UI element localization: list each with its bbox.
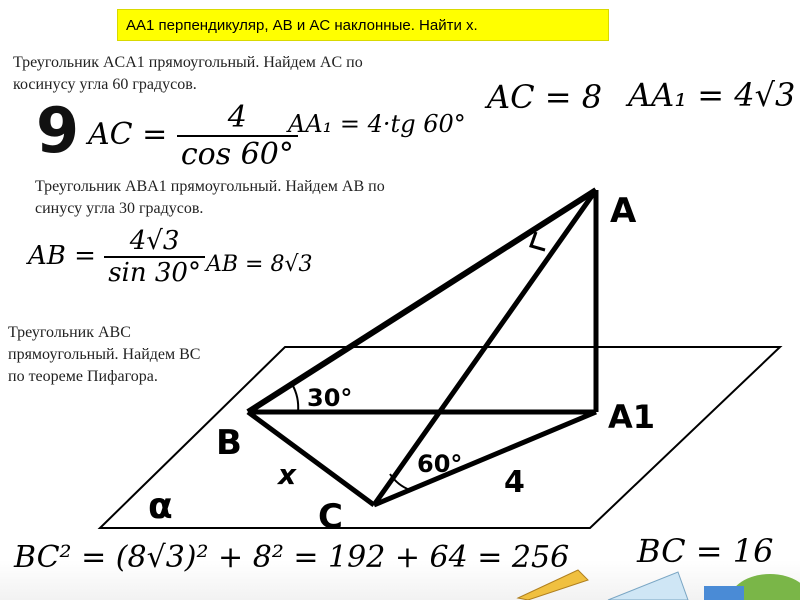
pencil-icon (518, 570, 588, 600)
formula-bc-result: BC = 16 (637, 532, 774, 570)
label-point-a: A (610, 191, 637, 231)
set-square-icon (608, 572, 688, 600)
segment-ab (248, 190, 596, 412)
label-point-b: B (216, 423, 242, 463)
title-banner: AA1 перпендикуляр, AB и AC наклонные. Найти x. (117, 9, 609, 41)
right-angle-mark (531, 232, 545, 250)
problem-number: 9 (36, 94, 80, 167)
decorative-footer-art (508, 550, 800, 600)
label-plane-alpha: α (148, 486, 173, 527)
formula-aa1-tg: AA₁ = 4·tg 60° (288, 110, 466, 138)
formula-ab-lhs: AB = (28, 241, 96, 271)
formula-aa1-result: AA₁ = 4√3 (628, 76, 796, 114)
formula-bc-pythagoras: BC² = (8√3)² + 8² = 192 + 64 = 256 (14, 540, 570, 575)
note-triangle-aca1: Треугольник ACA1 прямоугольный. Найдем AC по косинусу угла 60 градусов. (13, 54, 363, 93)
formula-ac-lhs: AC = (88, 117, 168, 152)
angle-arc-b (292, 384, 298, 412)
label-angle-30: 30° (307, 384, 353, 412)
plane-alpha (100, 347, 780, 528)
fraction-ac-denominator: cos 60° (177, 135, 298, 172)
label-angle-60: 60° (417, 450, 463, 478)
fraction-ab-numerator: 4√3 (129, 226, 180, 256)
label-point-a1: A1 (608, 398, 656, 436)
formula-ac-result: AC = 8 (487, 78, 603, 116)
label-side-x: x (278, 458, 297, 491)
segment-bc (248, 412, 374, 505)
note-triangle-abc: Треугольник ABC прямоугольный. Найдем BC по теореме Пифагора. (8, 324, 201, 385)
fraction-ab-denominator: sin 30° (104, 256, 205, 288)
note-triangle-aba1: Треугольник ABA1 прямоугольный. Найдем AB по синусу угла 30 градусов. (35, 178, 385, 217)
formula-ab-result: AB = 8√3 (206, 252, 313, 277)
label-side-4: 4 (504, 465, 525, 500)
blue-block-icon (704, 586, 744, 600)
label-point-c: C (318, 497, 343, 537)
fraction-ac-numerator: 4 (227, 100, 247, 135)
